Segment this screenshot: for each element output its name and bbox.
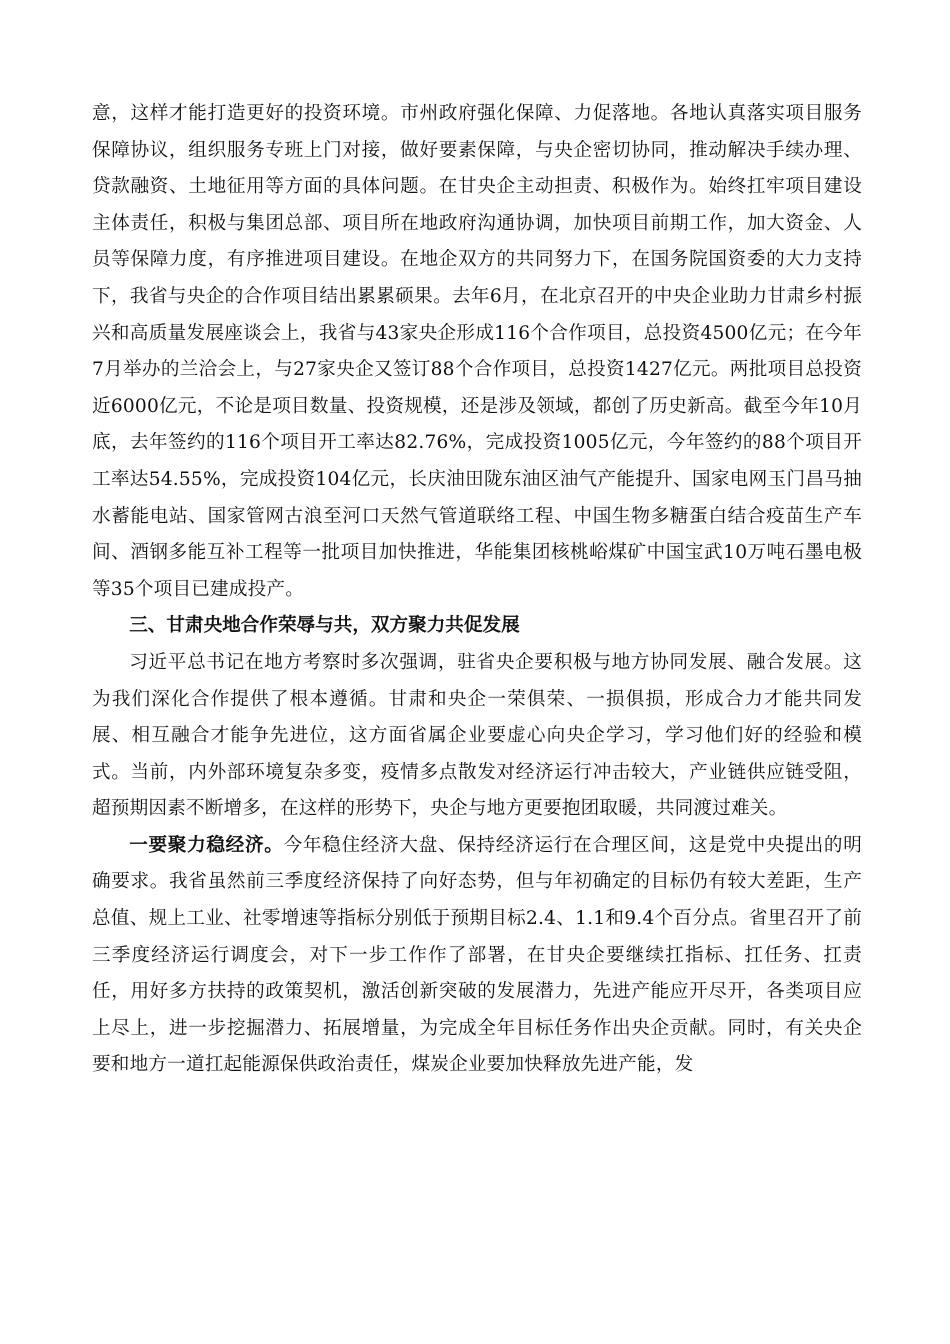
paragraph-lead-phrase: 一要聚力稳经济。 xyxy=(129,834,284,856)
document-body xyxy=(92,96,862,1084)
paragraph-xi-remarks: 习近平总书记在地方考察时多次强调，驻省央企要积极与地方协同发展、融合发展。这为我们深化合作提供了根本遵循。甘肃和央企一荣俱荣、一损俱损，形成合力才能共同发展、相互融合才能争先进位，这方面省属企业要虚心向央企学习，学习他们好的经验和模式。当前，内外部环境复杂多变，疫情多点散发对经济运行冲击较大，产业链供应链受阻，超预期因素不断增多，在这样的形势下，央企与地方更要抱团取暖，共同渡过难关。 xyxy=(92,651,862,820)
paragraph-continuation: 意，这样才能打造更好的投资环境。市州政府强化保障、力促落地。各地认真落实项目服务保障协议，组织服务专班上门对接，做好要素保障，与央企密切协同，推动解决手续办理、贷款融资、土地征用等方面的具体问题。在甘央企主动担责、积极作为。始终扛牢项目建设主体责任，积极与集团总部、项目所在地政府沟通协调，加快项目前期工作，加大资金、人员等保障力度，有序推进项目建设。在地企双方的共同努力下，在国务院国资委的大力支持下，我省与央企的合作项目结出累累硕果。去年6月，在北京召开的中央企业助力甘肃乡村振兴和高质量发展座谈会上，我省与43家央企形成116个合作项目，总投资4500亿元；在今年7月举办的兰洽会上，与27家央企又签订88个合作项目，总投资1427亿元。两批项目总投资近6000亿元，不论是项目数量、投资规模，还是涉及领域，都创了历史新高。截至今年10月底，去年签约的116个项目开工率达82.76%，完成投资1005亿元，今年签约的88个项目开工率达54.55%，完成投资104亿元，长庆油田陇东油区油气产能提升、国家电网玉门昌马抽水蓄能电站、国家管网古浪至河口天然气管道联络工程、中国生物多糖蛋白结合疫苗生产车间、酒钢多能互补工程等一批项目加快推进，华能集团核桃峪煤矿中国宝武10万吨石墨电极等35个项目已建成投产。 xyxy=(92,103,862,600)
section-heading-3: 三、甘肃央地合作荣辱与共，双方聚力共促发展 xyxy=(129,615,520,637)
paragraph-stabilize-economy xyxy=(92,828,862,1084)
paragraph-body: 今年稳住经济大盘、保持经济运行在合理区间，这是党中央提出的明确要求。我省虽然前三季度经济保持了向好态势，但与年初确定的目标仍有较大差距，生产总值、规上工业、社零增速等指标分别低于预期目标2.4、1.1和9.4个百分点。省里召开了前三季度经济运行调度会，对下一步工作作了部署，在甘央企要继续扛指标、扛任务、扛责任，用好多方扶持的政策契机，激活创新突破的发展潜力，先进产能应开尽开，各类项目应上尽上，进一步挖掘潜力、拓展增量，为完成全年目标任务作出央企贡献。同时，有关央企要和地方一道扛起能源保供政治责任，煤炭企业要加快释放先进产能，发 xyxy=(92,834,862,1076)
